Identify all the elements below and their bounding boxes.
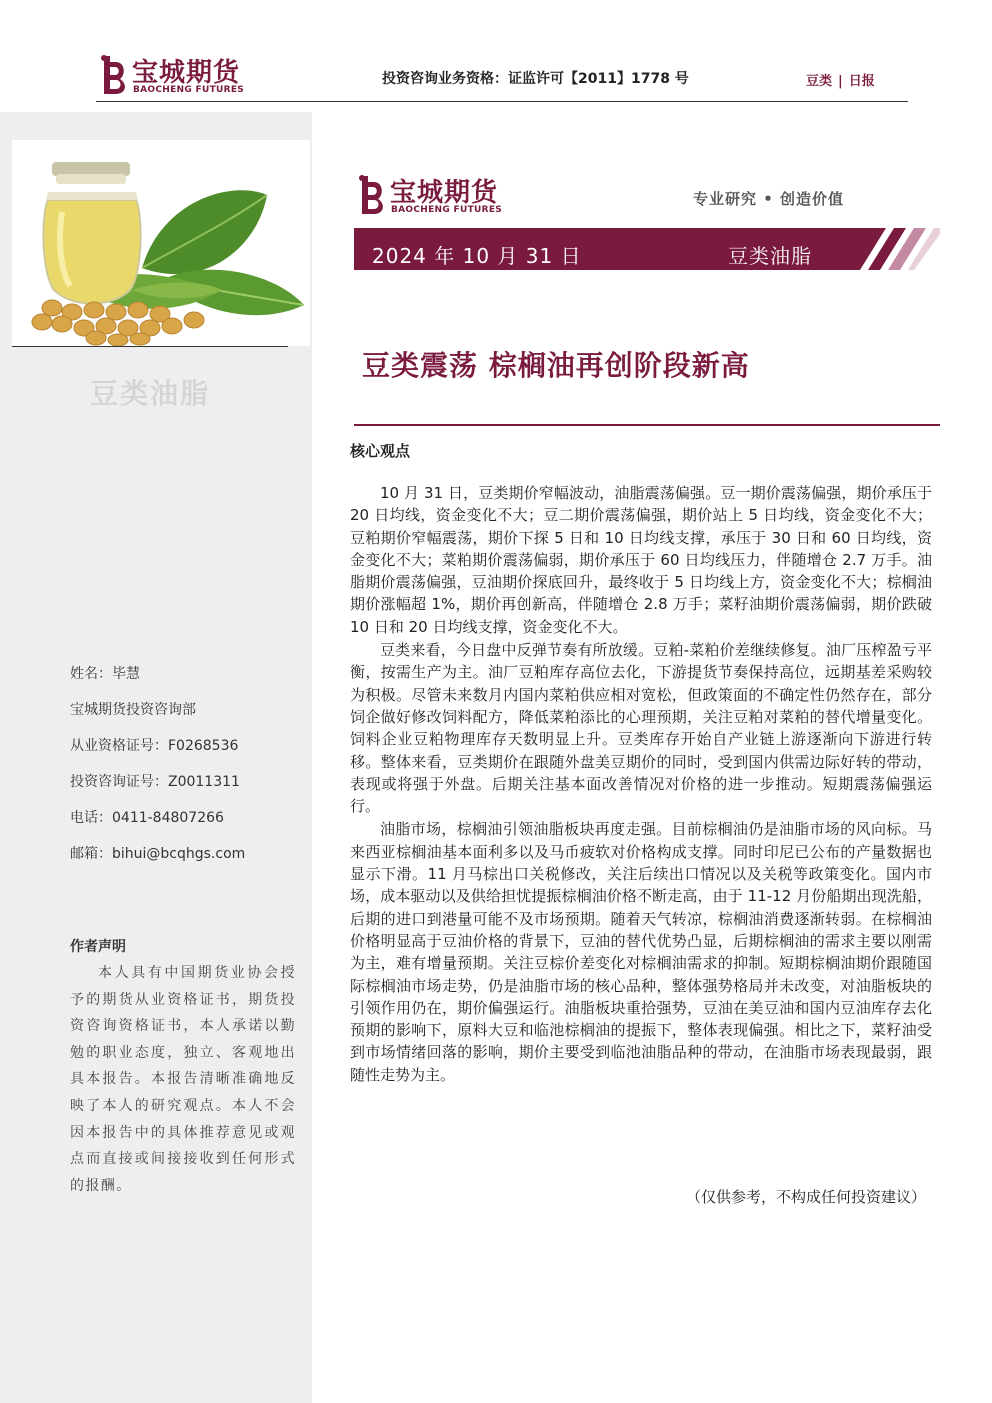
report-category	[806, 70, 875, 89]
sidebar-category-watermark: 豆类油脂	[90, 377, 211, 410]
logo-chinese-text: 宝城期货	[132, 58, 241, 88]
logo-chinese-text: 宝城期货	[390, 178, 499, 208]
sidebar-image-rule	[12, 346, 288, 347]
title-rule	[354, 424, 940, 426]
report-body	[350, 482, 932, 1087]
author-info	[70, 664, 245, 880]
logo-english-text: BAOCHENG FUTURES	[133, 85, 245, 95]
author-consulting-no: 投资咨询证号：Z0011311	[70, 774, 240, 790]
author-department: 宝城期货投资咨询部	[70, 702, 196, 718]
report-title: 豆类震荡 棕榈油再创阶段新高	[362, 349, 750, 382]
page-header	[0, 0, 992, 110]
author-email: 邮箱：bihui@bcqhgs.com	[70, 846, 246, 862]
report-type-label: 日报	[848, 74, 875, 89]
author-statement-text: 本人具有中国期货业协会授予的期货从业资格证书，期货投资咨询资格证书，本人承诺以勤勉的职业态度，独立、客观地出具本报告。本报告清晰准确地反映了本人的研究观点。本人不会因本报告中的具体推荐意见或观点而直接或间接接收到任何形式的报酬。	[70, 965, 296, 1194]
body-paragraph: 油脂市场，棕榈油引领油脂板块再度走强。目前棕榈油仍是油脂市场的风向标。马来西亚棕榈油基本面利多以及马币疲软对价格构成支撑。同时印尼已公布的产量数据也显示下滑。11 月马棕出口关税修改，关注后续出口情况以及关税等政策变化。国内市场，成本驱动以及供给担忧提振棕榈油价格不断走高，由于 11-12 月份船期出现洗船，后期的进口到港量可能不及市场预期。随着天气转凉，棕榈油消费逐渐转弱。在棕榈油价格明显高于豆油价格的背景下，豆油的替代优势凸显，后期棕榈油的需求主要以刚需为主，难有增量预期。关注豆棕价差变化对棕榈油需求的抑制。短期棕榈油期价跟随国际棕榈油市场走势，仍是油脂市场的核心品种，整体强势格局并未改变，对油脂板块的引领作用仍在，期价偏强运行。油脂板块重拾强势，豆油在美豆油和国内豆油库存去化预期的影响下，原料大豆和临池棕榈油的提振下，整体表现偏强。相比之下，菜籽油受到市场情绪回落的影响，期价主要受到临池油脂品种的带动，在油脂市场表现最弱，跟随性走势为主。	[350, 820, 932, 1084]
author-qualification-no: 从业资格证号：F0268536	[70, 738, 239, 754]
core-view-heading: 核心观点	[350, 442, 411, 460]
body-paragraph: 豆类来看，今日盘中反弹节奏有所放缓。豆粕-菜粕价差继续修复。油厂压榨盈亏平衡，按需生产为主。油厂豆粕库存高位去化，下游提货节奏保持高位，远期基差采购较为积极。尽管未来数月内国内菜粕供应相对宽松，但政策面的不确定性仍然存在，部分饲企做好修改饲料配方，降低菜粕添比的心理预期，关注豆粕对菜粕的替代增量变化。饲料企业豆粕物理库存天数明显上升。豆类库存开始自产业链上游逐渐向下游进行转移。整体来看，豆类期价在跟随外盘美豆期价的同时，受到国内供需边际好转的带动，表现或将强于外盘。后期关注基本面改善情况对价格的进一步推动。短期震荡偏强运行。	[350, 641, 932, 816]
body-paragraph: 10 月 31 日，豆类期价窄幅波动，油脂震荡偏强。豆一期价震荡偏强，期价承压于 20 日均线，资金变化不大；豆二期价震荡偏强，期价站上 5 日均线，资金变化不大；豆粕期价窄幅震荡，期价下探 5 日和 10 日均线支撑，承压于 30 日和 60 日均线，资金变化不大；菜粕期价震荡偏弱，期价承压于 60 日均线压力，伴随增仓 2.7 万手。油脂期价震荡偏强，豆油期价探底回升，最终收于 5 日均线上方，资金变化不大；棕榈油期价涨幅超 1%，期价再创新高，伴随增仓 2.8 万手；菜籽油期价震荡偏弱，期价跌破 10 日和 20 日均线支撑，资金变化不大。	[350, 484, 932, 636]
category-label: 豆类	[806, 74, 833, 89]
author-statement-title: 作者声明	[70, 939, 126, 955]
author-name: 姓名：毕慧	[70, 666, 140, 682]
license-text: 投资咨询业务资格：证监许可【2011】1778 号	[382, 71, 689, 87]
header-divider	[96, 101, 908, 102]
banner-category: 豆类油脂	[728, 244, 812, 268]
logo-english-text: BAOCHENG FUTURES	[391, 205, 503, 215]
cover-image	[12, 140, 310, 346]
company-logo	[96, 50, 256, 102]
disclaimer: （仅供参考，不构成任何投资建议）	[685, 1188, 926, 1206]
soybean-oil-illustration	[12, 140, 310, 346]
main-logo	[354, 170, 524, 218]
author-phone: 电话：0411-84807266	[70, 810, 224, 826]
category-separator: |	[838, 74, 843, 89]
logo-mark-icon	[96, 52, 130, 98]
report-date: 2024 年 10 月 31 日	[372, 244, 582, 268]
logo-mark-icon	[354, 172, 388, 218]
company-slogan: 专业研究 • 创造价值	[693, 190, 845, 208]
